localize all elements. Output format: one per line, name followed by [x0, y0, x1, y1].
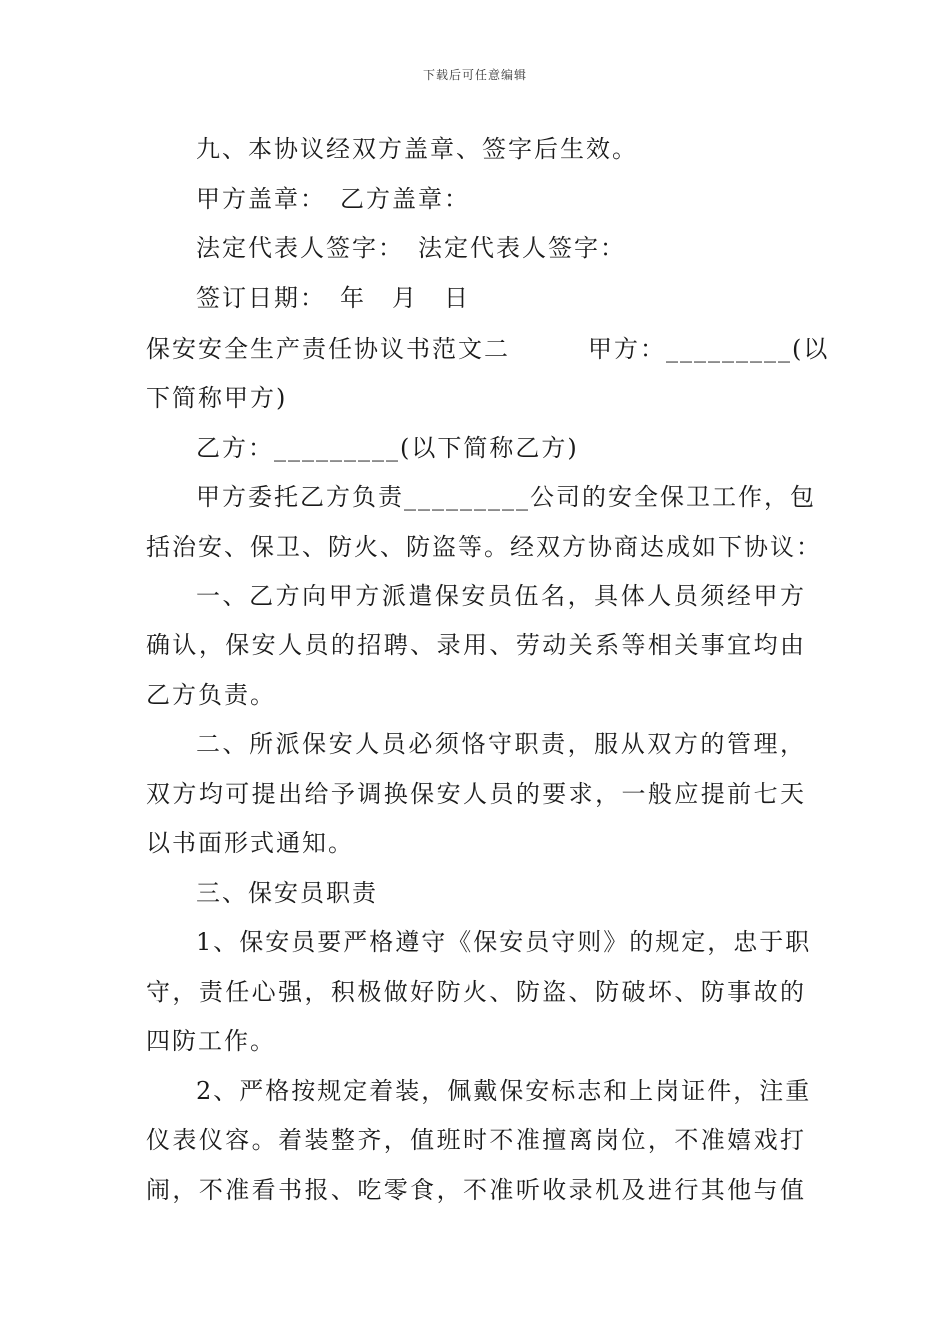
section-heading: 三、保安员职责 — [196, 879, 378, 907]
paragraph-line: 甲方委托乙方负责_________公司的安全保卫工作，包 — [196, 483, 816, 511]
paragraph-line: 确认，保安人员的招聘、录用、劳动关系等相关事宜均由 — [146, 631, 806, 659]
clause-nine-line: 九、本协议经双方盖章、签字后生效。 — [196, 135, 638, 163]
signature-line: 法定代表人签字： 法定代表人签字： — [196, 234, 626, 262]
paragraph-line: 四防工作。 — [146, 1027, 276, 1055]
paragraph-line: 1、保安员要严格遵守《保安员守则》的规定，忠于职 — [196, 928, 812, 956]
paragraph-line: 仪表仪容。着装整齐，值班时不准擅离岗位，不准嬉戏打 — [146, 1126, 806, 1154]
paragraph-line: 括治安、保卫、防火、防盗等。经双方协商达成如下协议： — [146, 533, 822, 561]
paragraph-line: 守，责任心强，积极做好防火、防盗、防破坏、防事故的 — [146, 978, 806, 1006]
seal-line: 甲方盖章： 乙方盖章： — [196, 185, 470, 213]
paragraph-line: 2、严格按规定着装，佩戴保安标志和上岗证件，注重 — [196, 1077, 812, 1105]
paragraph-line: 二、所派保安人员必须恪守职责，服从双方的管理， — [196, 730, 806, 758]
paragraph-line: 以书面形式通知。 — [146, 829, 354, 857]
paragraph-line: 双方均可提出给予调换保安人员的要求，一般应提前七天 — [146, 780, 806, 808]
agreement-title-line: 保安安全生产责任协议书范文二 甲方：_________(以 — [146, 335, 830, 363]
sign-date-line: 签订日期： 年 月 日 — [196, 284, 470, 312]
paragraph-line: 一、乙方向甲方派遣保安员伍名，具体人员须经甲方 — [196, 582, 806, 610]
paragraph-line: 乙方负责。 — [146, 681, 276, 709]
header-note: 下载后可任意编辑 — [422, 68, 527, 82]
party-b-line: 乙方：_________(以下简称乙方) — [196, 434, 579, 462]
party-a-continuation: 下简称甲方) — [146, 384, 288, 412]
paragraph-line: 闹，不准看书报、吃零食，不准听收录机及进行其他与值 — [146, 1176, 806, 1204]
